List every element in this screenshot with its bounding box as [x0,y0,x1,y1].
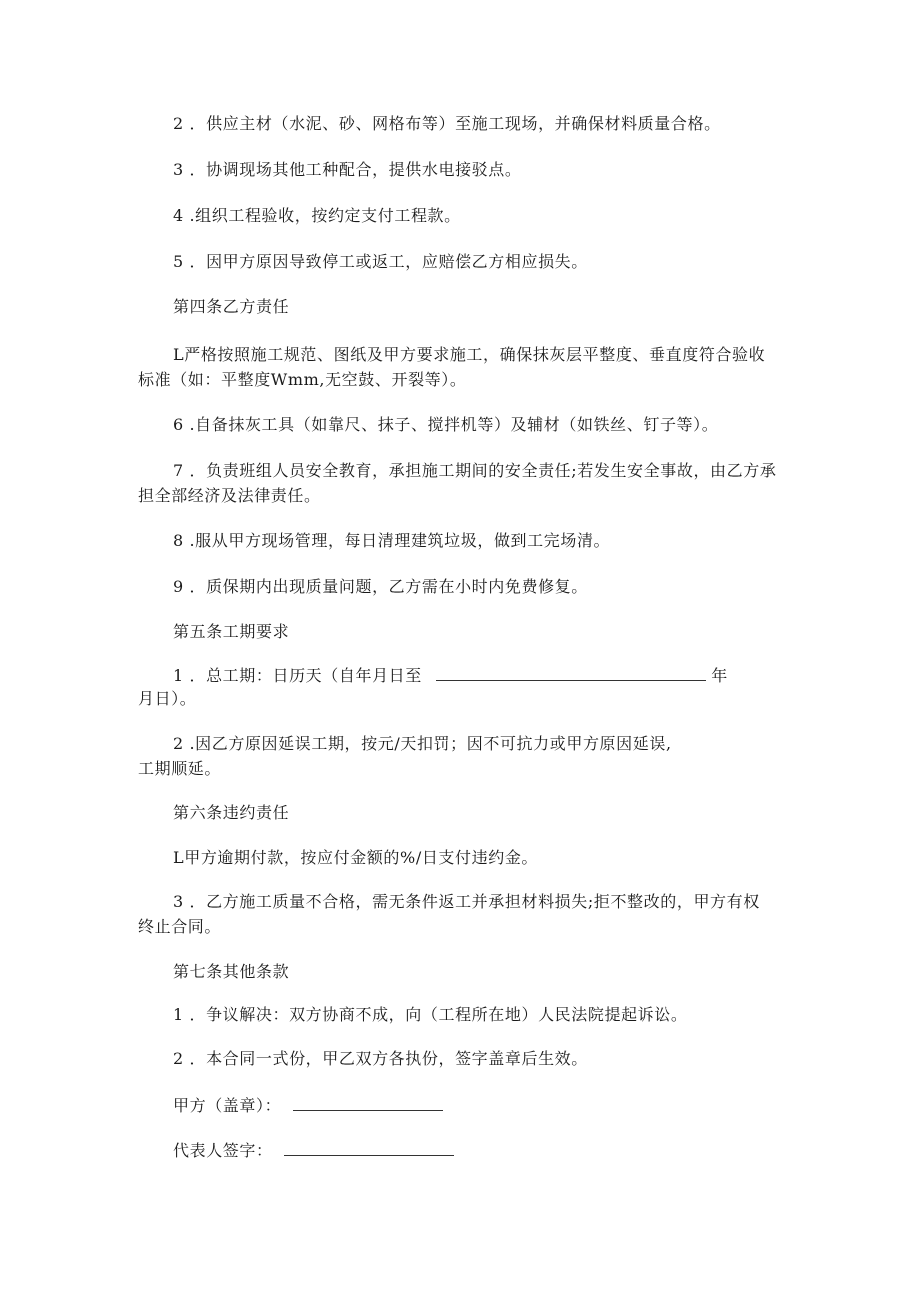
party-a-seal-row [173,1092,443,1118]
party-b-duty-6: 6 .自备抹灰工具（如靠尺、抹子、搅拌机等）及辅材（如铁丝、钉子等）。 [173,415,719,434]
party-b-duty-8: 8 .服从甲方现场管理，每日清理建筑垃圾，做到工完场清。 [173,531,611,550]
party-a-duty-4: 4 .组织工程验收，按约定支付工程款。 [173,206,461,225]
article-5-heading: 第五条工期要求 [173,622,290,641]
representative-sign-label: 代表人签字： [173,1141,273,1160]
breach-item-1: L甲方逾期付款，按应付金额的%/日支付违约金。 [173,848,539,867]
party-b-duty-9: 9 ．质保期内出现质量问题，乙方需在小时内免费修复。 [173,577,588,596]
breach-item-3: 3 ．乙方施工质量不合格，需无条件返工并承担材料损失;拒不整改的，甲方有权 [173,892,760,911]
schedule-item-1-cont: 月日）。 [138,689,197,708]
party-b-duty-1: L严格按照施工规范、图纸及甲方要求施工，确保抹灰层平整度、垂直度符合验收 [173,345,766,364]
other-item-2: 2 ．本合同一式份，甲乙双方各执份，签字盖章后生效。 [173,1049,588,1068]
schedule-item-2: 2 .因乙方原因延误工期，按元/天扣罚；因不可抗力或甲方原因延误, [173,734,672,753]
schedule-item-1 [173,662,728,688]
party-a-duty-3: 3 ．协调现场其他工种配合，提供水电接驳点。 [173,160,522,179]
other-item-1: 1 ．争议解决：双方协商不成，向（工程所在地）人民法院提起诉讼。 [173,1005,688,1024]
article-6-heading: 第六条违约责任 [173,803,290,822]
breach-item-3-cont: 终止合同。 [138,917,222,936]
party-b-duty-1-cont: 标准（如：平整度Wmm,无空鼓、开裂等）。 [138,370,467,389]
party-a-seal-label: 甲方（盖章）： [173,1096,282,1115]
party-a-seal-blank[interactable] [293,1092,443,1111]
end-date-blank[interactable] [436,662,706,681]
year-label: 年 [711,666,728,685]
party-b-duty-7-cont: 担全部经济及法律责任。 [138,486,321,505]
party-b-duty-7: 7 ．负责班组人员安全教育，承担施工期间的安全责任;若发生安全事故，由乙方承 [173,461,777,480]
article-4-heading: 第四条乙方责任 [173,297,290,316]
representative-sign-row [173,1137,454,1163]
party-a-duty-2: 2 ．供应主材（水泥、砂、网格布等）至施工现场，并确保材料质量合格。 [173,114,721,133]
representative-sign-blank[interactable] [284,1137,454,1156]
schedule-item-2-cont: 工期顺延。 [138,759,222,778]
schedule-item-1-text: 1 ．总工期：日历天（自年月日至 [173,666,422,685]
article-7-heading: 第七条其他条款 [173,962,290,981]
party-a-duty-5: 5 ．因甲方原因导致停工或返工，应赔偿乙方相应损失。 [173,252,588,271]
